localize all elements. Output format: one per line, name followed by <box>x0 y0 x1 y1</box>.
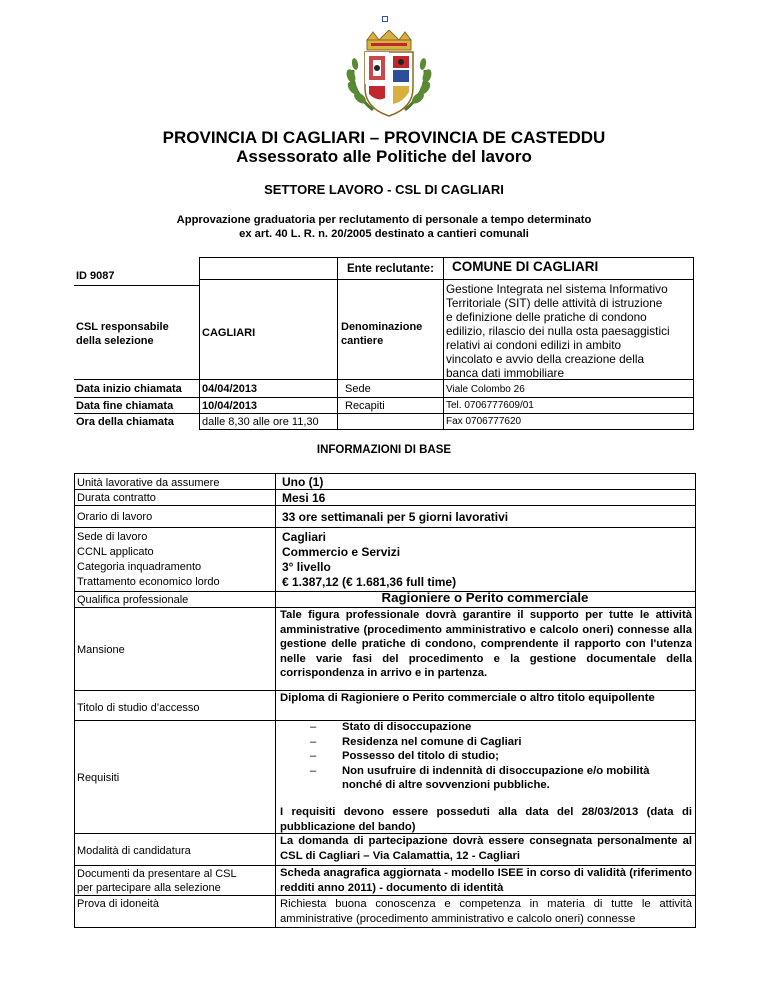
mansione-label: Mansione <box>77 644 125 656</box>
prova-label: Prova di idoneità <box>77 898 159 910</box>
unita-value: Uno (1) <box>282 475 324 489</box>
ccnl-value: Commercio e Servizi <box>282 545 401 559</box>
ora-value: dalle 8,30 alle ore 11,30 <box>202 416 319 428</box>
qualifica-value: Ragioniere o Perito commerciale <box>381 590 589 605</box>
ente-value: COMUNE DI CAGLIARI <box>452 259 599 274</box>
documenti-label-line2: per partecipare alla selezione <box>77 882 221 894</box>
orario-label: Orario di lavoro <box>77 511 153 523</box>
ente-label: Ente reclutante: <box>347 263 434 275</box>
approval-line-2: ex art. 40 L. R. n. 20/2005 destinato a cantieri comunali <box>239 228 529 240</box>
sector-title: SETTORE LAVORO - CSL DI CAGLIARI <box>264 182 504 197</box>
csl-label-line1: CSL responsabile <box>76 321 169 333</box>
data-fine-label: Data fine chiamata <box>76 400 174 412</box>
requisiti-note: I requisiti devono essere posseduti alla data del 28/03/2013 (data di pubblicazione del bando) <box>280 806 692 833</box>
prova-value: Richiesta buona conoscenza e competenza in materia di tutte le attività amministrative (procedimento amministrativo e calcolo oneri) connesse <box>280 898 692 925</box>
titolo-value: Diploma di Ragioniere o Perito commerciale o altro titolo equipollente <box>280 692 655 704</box>
recapiti-label: Recapiti <box>345 400 385 412</box>
list-item: – Stato di disoccupazione <box>300 720 720 735</box>
title-assessorato: Assessorato alle Politiche del lavoro <box>236 147 532 166</box>
categoria-label: Categoria inquadramento <box>77 561 202 573</box>
province-crest-logo <box>343 30 435 118</box>
id-label: ID 9087 <box>76 270 115 282</box>
durata-value: Mesi 16 <box>282 491 326 505</box>
categoria-value: 3° livello <box>282 560 331 574</box>
orario-value: 33 ore settimanali per 5 giorni lavorativi <box>282 510 509 524</box>
ccnl-label: CCNL applicato <box>77 546 154 558</box>
documenti-value: Scheda anagrafica aggiornata - modello ISEE in corso di validità (riferimento redditi anno 2011) - documento di identità <box>280 867 692 894</box>
data-inizio-value: 04/04/2013 <box>202 383 258 395</box>
sede-value: Viale Colombo 26 <box>446 384 525 395</box>
durata-label: Durata contratto <box>77 492 156 504</box>
trattamento-label: Trattamento economico lordo <box>77 576 220 588</box>
unita-label: Unità lavorative da assumere <box>77 477 220 489</box>
sede-label: Sede <box>345 383 371 395</box>
modalita-label: Modalità di candidatura <box>77 845 191 857</box>
denominazione-label-line1: Denominazione <box>341 321 423 333</box>
data-fine-value: 10/04/2013 <box>202 400 258 412</box>
requisiti-label: Requisiti <box>77 772 120 784</box>
titolo-label: Titolo di studio d’accesso <box>77 702 200 714</box>
sede-lavoro-value: Cagliari <box>282 530 327 544</box>
mansione-value: Tale figura professionale dovrà garantire il supporto per tutte le attività amministrative (procedimento amministrativo e calcolo oneri) connesse alla gestione delle pratiche di condono, comprendente il rapporto con l'utenza nelle varie fasi del procedimento e la gestione documentale della corrispondenza in arrivo e in partenza. <box>280 609 692 679</box>
modalita-value: La domanda di partecipazione dovrà essere consegnata personalmente al CSL di Cagliari – Via Calamattia, 12 - Cagliari <box>280 835 692 862</box>
denominazione-label-line2: cantiere <box>341 335 384 347</box>
list-item: – Residenza nel comune di Cagliari <box>300 735 720 750</box>
approval-line-1: Approvazione graduatoria per reclutamento di personale a tempo determinato <box>176 214 592 226</box>
csl-label-line2: della selezione <box>76 335 154 347</box>
qualifica-label: Qualifica professionale <box>77 594 189 606</box>
list-item: – Non usufruire di indennità di disoccupazione e/o mobilità nonché di altre sovvenzioni pubbliche. <box>300 764 672 793</box>
csl-value: CAGLIARI <box>202 327 256 339</box>
trattamento-value: € 1.387,12 (€ 1.681,36 full time) <box>282 575 457 589</box>
documenti-label-line1: Documenti da presentare al CSL <box>77 868 237 880</box>
sede-lavoro-label: Sede di lavoro <box>77 531 148 543</box>
tel-value: Tel. 0706777609/01 <box>446 400 534 411</box>
ora-label: Ora della chiamata <box>76 416 174 428</box>
title-province: PROVINCIA DI CAGLIARI – PROVINCIA DE CASTEDDU <box>162 128 606 147</box>
info-title: INFORMAZIONI DI BASE <box>316 444 452 456</box>
requisiti-list <box>300 720 720 793</box>
anchor-marker <box>382 16 388 22</box>
fax-value: Fax 0706777620 <box>446 416 522 427</box>
list-item: – Possesso del titolo di studio; <box>300 749 720 764</box>
data-inizio-label: Data inizio chiamata <box>76 383 182 395</box>
